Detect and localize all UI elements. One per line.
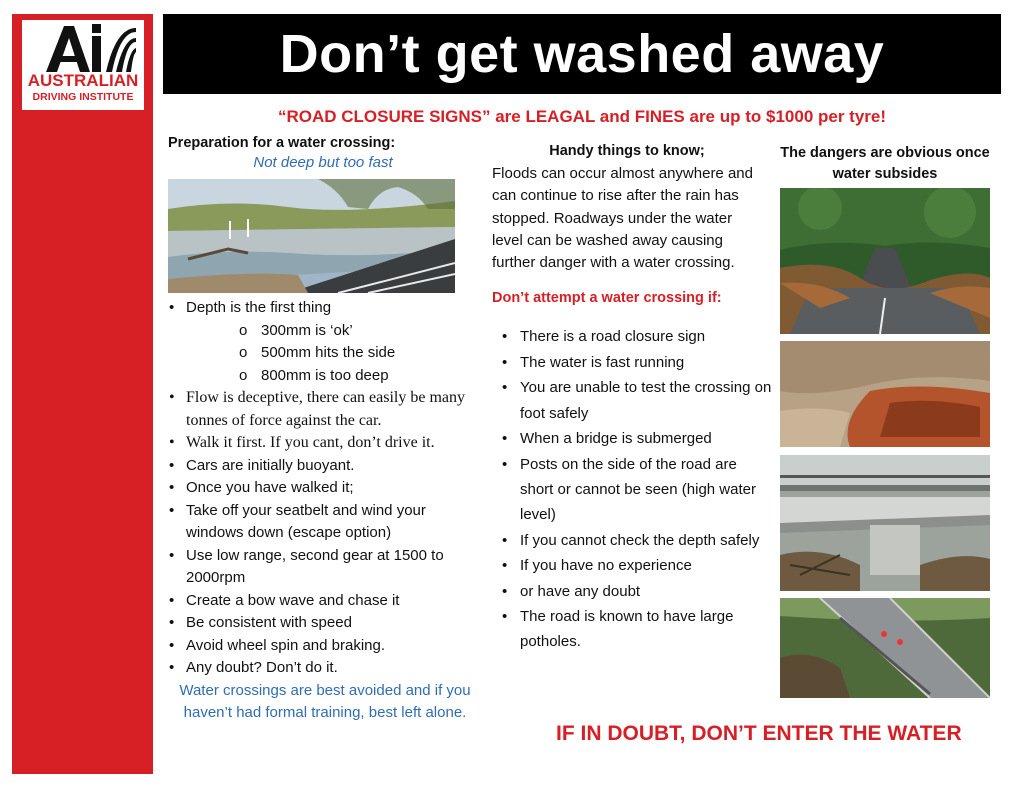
bullet-icon: • — [169, 659, 175, 676]
bullet-icon: • — [502, 455, 508, 473]
bullet-icon: • — [169, 636, 175, 654]
circle-bullet-icon: o — [239, 344, 248, 361]
dont-attempt-heading: Don’t attempt a water crossing if: — [492, 290, 722, 307]
circle-bullet-icon: o — [239, 321, 248, 339]
dangers-column — [780, 143, 990, 185]
list-item: • Once you have walked it; — [163, 477, 483, 500]
bullet-icon: • — [502, 353, 508, 371]
bullet-icon: • — [169, 591, 175, 609]
logo-text-driving-institute: DRIVING INSTITUTE — [32, 91, 134, 103]
bullet-icon: • — [502, 531, 508, 549]
list-item: • Flow is deceptive, there can easily be many tonnes of force against the car. — [169, 389, 466, 429]
closure-notice: “ROAD CLOSURE SIGNS” are LEAGAL and FINES are up to $1000 per tyre! — [277, 107, 887, 126]
sub-list-item: o 500mm hits the side — [163, 342, 483, 365]
handy-text: Floods can occur almost anywhere and can continue to rise after the rain has stopped. Roadways under the water level can be washed away causing further danger with a water crossing. — [492, 165, 753, 272]
preparation-column — [163, 135, 483, 676]
bullet-icon: • — [169, 546, 175, 564]
collapsed-bridge-photo — [780, 598, 990, 698]
preparation-list — [163, 297, 483, 680]
list-item: • Avoid wheel spin and braking. — [163, 635, 483, 658]
dangers-heading: The dangers are obvious once water subsides — [780, 145, 990, 182]
bullet-icon: • — [502, 379, 508, 397]
logo — [22, 20, 144, 110]
bullet-icon: • — [169, 501, 175, 519]
list-item: • The road is known to have large potholes. — [492, 604, 772, 655]
list-item: • You are unable to test the crossing on foot safely — [492, 375, 772, 426]
bullet-icon: • — [502, 328, 508, 346]
page-title: Don’t get washed away — [279, 24, 885, 84]
photo-caption: Not deep but too fast — [253, 154, 393, 171]
bullet-icon: • — [502, 607, 508, 625]
bullet-icon: • — [169, 456, 175, 474]
list-item: • Cars are initially buoyant. — [163, 455, 483, 478]
preparation-heading: Preparation for a water crossing: — [168, 135, 396, 151]
list-item: • Take off your seatbelt and wind your windows down (escape option) — [169, 501, 426, 541]
red-side-bar — [12, 14, 153, 774]
bullet-icon: • — [169, 614, 175, 631]
bullet-icon: • — [502, 582, 508, 600]
list-item: • If you have no experience — [492, 553, 772, 578]
logo-text-australian: AUSTRALIAN — [27, 71, 139, 90]
list-item: • Walk it first. If you cant, don’t drive it. — [163, 432, 483, 455]
list-item: • Any doubt? Don’t do it. — [163, 657, 483, 680]
washed-road-photo — [780, 188, 990, 334]
list-item: • Posts on the side of the road are short or cannot be seen (high water level) — [492, 452, 772, 528]
damaged-bridge-photo — [780, 455, 990, 591]
list-item: • There is a road closure sign — [492, 324, 772, 349]
bullet-icon: • — [169, 479, 175, 496]
list-item: • Create a bow wave and chase it — [163, 590, 483, 613]
list-item: • Depth is the first thing — [163, 297, 483, 320]
sub-list-item: o 300mm is ‘ok’ — [163, 320, 483, 343]
flooded-road-photo — [168, 179, 455, 293]
handy-column — [492, 143, 772, 655]
list-item: • Be consistent with speed — [163, 612, 483, 635]
training-note: Water crossings are best avoided and if you haven’t had formal training, best left alone. — [179, 682, 471, 721]
bullet-icon: • — [502, 557, 508, 575]
bullet-icon: • — [502, 430, 508, 448]
bullet-icon: • — [169, 434, 175, 451]
sub-list-item: o 800mm is too deep — [163, 365, 483, 388]
list-item: • If you cannot check the depth safely — [492, 528, 772, 553]
circle-bullet-icon: o — [239, 366, 248, 384]
dont-attempt-list — [492, 324, 772, 654]
list-item: • Use low range, second gear at 1500 to 2000rpm — [169, 546, 444, 586]
bullet-icon: • — [169, 299, 175, 316]
final-warning: IF IN DOUBT, DON’T ENTER THE WATER — [556, 722, 962, 745]
bullet-icon: • — [169, 389, 175, 406]
title-bar — [163, 14, 1001, 94]
list-item: • or have any doubt — [492, 579, 772, 604]
list-item: • The water is fast running — [492, 350, 772, 375]
list-item: • When a bridge is submerged — [492, 426, 772, 451]
eroded-ground-photo — [780, 341, 990, 447]
handy-heading: Handy things to know; — [549, 143, 705, 159]
logo-mark-icon — [28, 22, 138, 74]
